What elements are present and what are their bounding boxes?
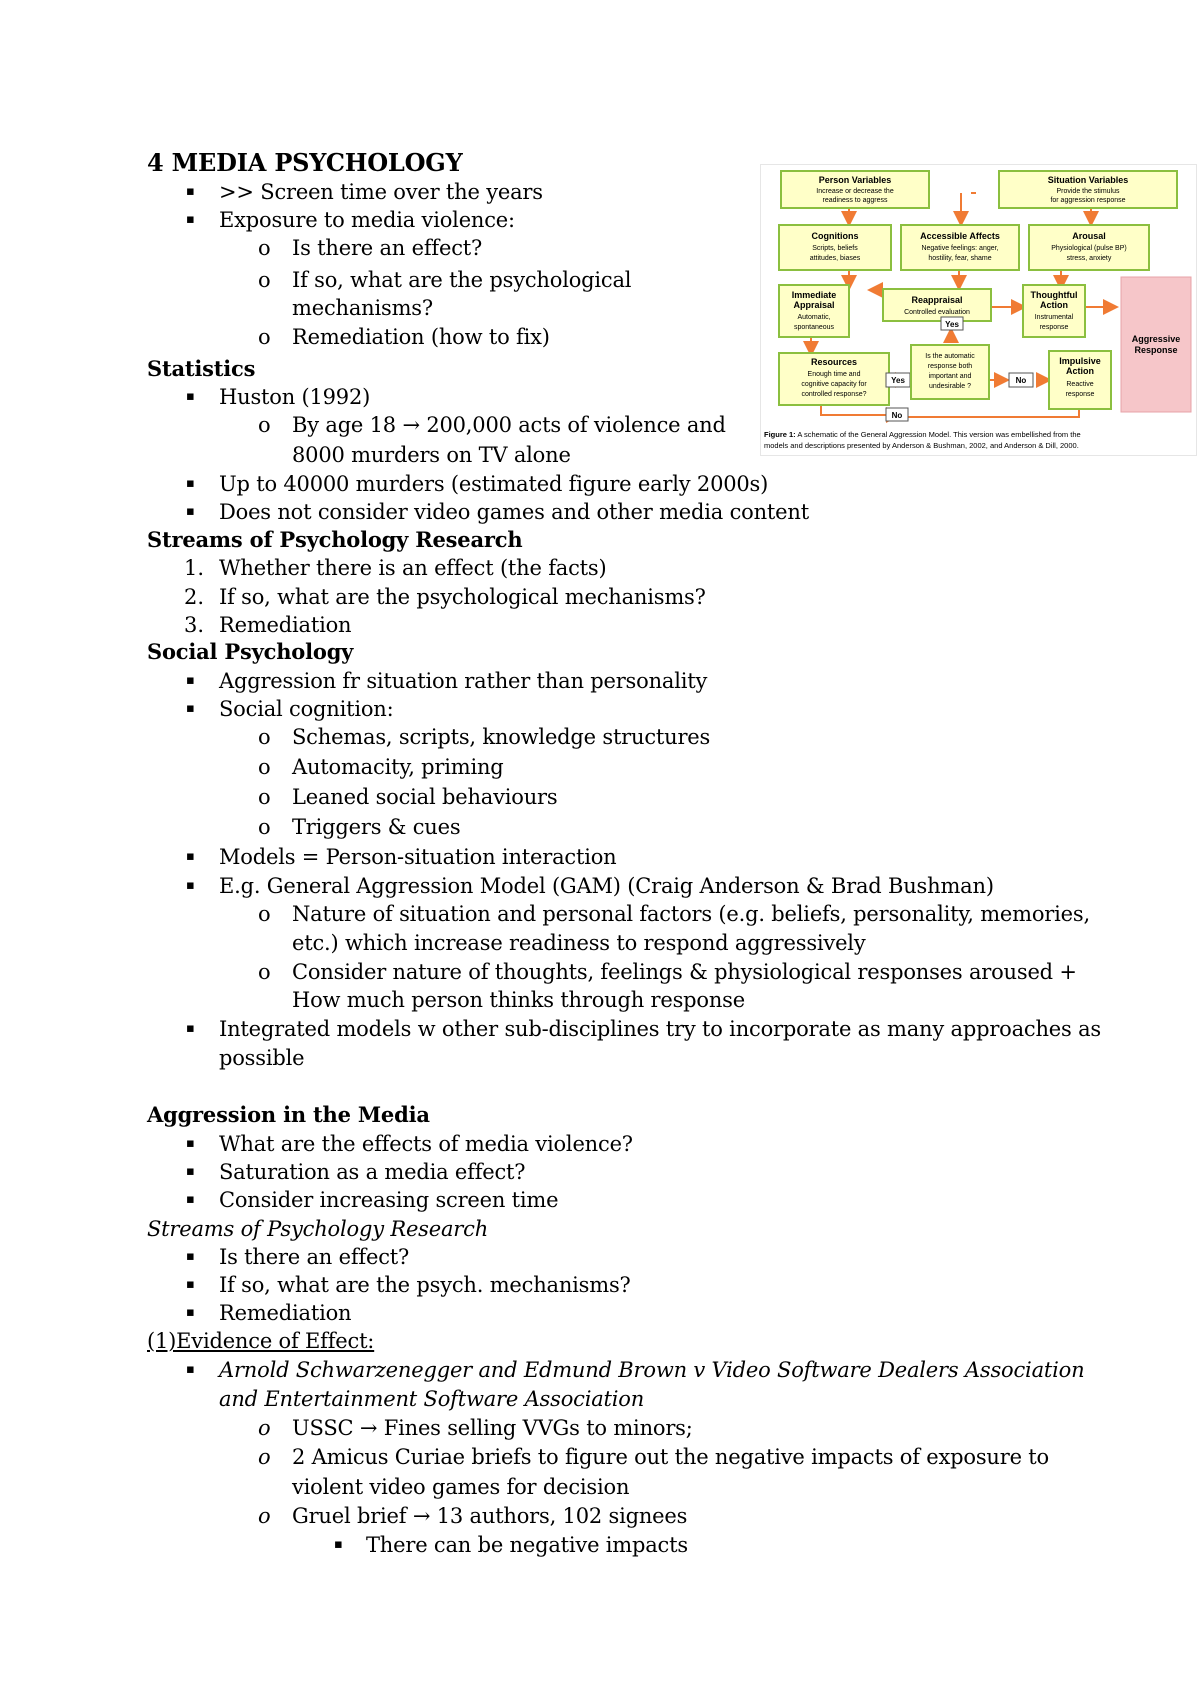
box-body: Physiological (pulse BP) bbox=[1051, 245, 1127, 252]
numbered-item: Remediation bbox=[219, 613, 352, 637]
sub-bullet-item: Leaned social behaviours bbox=[292, 785, 558, 809]
gam-figure bbox=[760, 164, 1197, 456]
bullet-item: If so, what are the psych. mechanisms? bbox=[219, 1273, 631, 1297]
sub-bullet-marker: o bbox=[258, 1445, 271, 1469]
aggressive-response-box bbox=[1121, 277, 1191, 412]
box-body: cognitive capacity for bbox=[801, 381, 867, 388]
sub-bullet-marker: o bbox=[258, 960, 271, 984]
box-body: response bbox=[1039, 324, 1069, 331]
immediate-appraisal-box bbox=[779, 285, 849, 337]
sub-bullet-item bbox=[292, 411, 726, 439]
bullet-marker: ▪ bbox=[186, 1021, 195, 1036]
bullet-item: Models = Person-situation interaction bbox=[219, 845, 617, 869]
sub-bullet-marker: o bbox=[258, 1416, 271, 1440]
sub-bullet-marker: o bbox=[258, 1504, 271, 1528]
sub-bullet-item: 2 Amicus Curiae briefs to figure out the negative impacts of exposure to bbox=[292, 1445, 1049, 1469]
situation-variables-box bbox=[999, 171, 1177, 208]
sub-bullet-continuation: 8000 murders on TV alone bbox=[292, 443, 571, 467]
bullet-marker: ▪ bbox=[186, 701, 195, 716]
numbered-item: If so, what are the psychological mechanisms? bbox=[219, 585, 706, 609]
bullet-item: Huston (1992) bbox=[219, 385, 371, 409]
sub-bullet-marker: o bbox=[258, 785, 271, 809]
box-title: Situation Variables bbox=[1047, 175, 1129, 185]
box-title: Immediate bbox=[791, 290, 837, 300]
bullet-marker: ▪ bbox=[186, 878, 195, 893]
bullet-marker: ▪ bbox=[186, 1164, 195, 1179]
arousal-box bbox=[1029, 225, 1149, 270]
sub-bullet-item bbox=[292, 1414, 693, 1442]
bullet-marker: ▪ bbox=[186, 1136, 195, 1151]
box-body: Increase or decrease the bbox=[816, 188, 894, 195]
box-body: Scripts, beliefs bbox=[812, 245, 858, 252]
box-title: Cognitions bbox=[811, 231, 859, 241]
text-segment: 200,000 acts of violence and bbox=[419, 413, 726, 437]
sub-bullet-marker: o bbox=[258, 815, 271, 839]
bullet-item: >> Screen time over the years bbox=[219, 180, 543, 204]
case-title: Arnold Schwarzenegger and Edmund Brown v Video Software Dealers Association bbox=[219, 1358, 1085, 1382]
list-number: 1. bbox=[184, 556, 205, 580]
box-title: Arousal bbox=[1072, 231, 1106, 241]
case-title-continuation: and Entertainment Software Association bbox=[219, 1387, 645, 1411]
sub-bullet-item: Nature of situation and personal factors (e.g. beliefs, personality, memories, bbox=[292, 902, 1090, 926]
bullet-item: Consider increasing screen time bbox=[219, 1188, 559, 1212]
sub-bullet-marker: o bbox=[258, 755, 271, 779]
sub-bullet-marker: o bbox=[258, 902, 271, 926]
resources-box bbox=[779, 353, 889, 405]
box-body: readiness to aggress bbox=[822, 197, 888, 204]
reappraisal-box bbox=[883, 289, 991, 321]
sub-bullet-item: If so, what are the psychological bbox=[292, 268, 632, 292]
sub-bullet-item: Is there an effect? bbox=[292, 236, 483, 260]
sub-bullet-continuation: How much person thinks through response bbox=[292, 988, 745, 1012]
person-variables-box bbox=[781, 171, 929, 208]
list-number: 2. bbox=[184, 585, 205, 609]
question-box bbox=[911, 345, 989, 399]
text-segment: 13 authors, 102 signees bbox=[430, 1504, 688, 1528]
box-body: response bbox=[1065, 391, 1095, 398]
sub-sub-bullet-item: There can be negative impacts bbox=[366, 1533, 688, 1557]
sub-bullet-marker: o bbox=[258, 268, 271, 292]
box-body: undesirable ? bbox=[928, 383, 972, 390]
box-title: Resources bbox=[810, 357, 858, 367]
page-title: 4 MEDIA PSYCHOLOGY bbox=[147, 148, 463, 177]
yes-label-top bbox=[941, 317, 963, 330]
bullet-item: Aggression fr situation rather than personality bbox=[219, 669, 708, 693]
thoughtful-action-box bbox=[1023, 285, 1085, 337]
bullet-marker: ▪ bbox=[186, 1249, 195, 1264]
box-title: Impulsive bbox=[1059, 356, 1101, 366]
bullet-marker: ▪ bbox=[186, 504, 195, 519]
bullet-item: Integrated models w other sub-disciplines try to incorporate as many approaches as bbox=[219, 1017, 1101, 1041]
no-label-bottom bbox=[886, 408, 908, 421]
text-segment: By age 18 bbox=[292, 413, 403, 437]
box-body: important and bbox=[928, 373, 972, 380]
sub-bullet-continuation: violent video games for decision bbox=[292, 1475, 630, 1499]
bullet-marker: ▪ bbox=[186, 212, 195, 227]
figure-caption bbox=[764, 430, 1081, 439]
box-body: Reactive bbox=[1066, 381, 1094, 388]
bullet-item: E.g. General Aggression Model (GAM) (Craig Anderson & Brad Bushman) bbox=[219, 874, 994, 898]
box-body: Provide the stimulus bbox=[1056, 188, 1120, 195]
box-title: Aggressive bbox=[1131, 334, 1181, 344]
box-body: stress, anxiety bbox=[1066, 255, 1112, 262]
arrow-icon: → bbox=[412, 1504, 431, 1528]
box-title: Accessible Affects bbox=[920, 231, 1000, 241]
bullet-item: Social cognition: bbox=[219, 697, 394, 721]
figure-caption-line2: models and descriptions presented by Anderson & Bushman, 2002, and Anderson & Dill, 2000. bbox=[764, 441, 1079, 450]
text-segment: Fines selling VVGs to minors; bbox=[377, 1416, 693, 1440]
subheading-streams: Streams of Psychology Research bbox=[147, 1217, 489, 1241]
subheading-evidence: (1)Evidence of Effect: bbox=[147, 1329, 375, 1353]
yes-label-middle bbox=[886, 373, 910, 387]
box-title: Appraisal bbox=[793, 300, 835, 310]
cognitions-box bbox=[779, 225, 891, 270]
box-title: Person Variables bbox=[818, 175, 892, 185]
bullet-item: What are the effects of media violence? bbox=[219, 1132, 633, 1156]
sub-bullet-item: Schemas, scripts, knowledge structures bbox=[292, 725, 711, 749]
numbered-item: Whether there is an effect (the facts) bbox=[219, 556, 607, 580]
bullet-marker: ▪ bbox=[186, 389, 195, 404]
bullet-marker: ▪ bbox=[186, 1305, 195, 1320]
bullet-item: Does not consider video games and other media content bbox=[219, 500, 809, 524]
no-label-middle bbox=[1009, 373, 1033, 387]
bullet-item: Up to 40000 murders (estimated figure early 2000s) bbox=[219, 472, 769, 496]
box-body: controlled response? bbox=[801, 391, 867, 398]
arrow-icon: → bbox=[402, 413, 420, 437]
gam-diagram bbox=[761, 165, 1196, 455]
section-heading-statistics: Statistics bbox=[147, 356, 256, 381]
arrow-icon: → bbox=[359, 1416, 378, 1440]
bullet-marker: ▪ bbox=[186, 673, 195, 688]
section-heading-social: Social Psychology bbox=[147, 639, 354, 664]
box-body: spontaneous bbox=[793, 324, 835, 331]
sub-bullet-item: Remediation (how to fix) bbox=[292, 325, 550, 349]
section-heading-streams: Streams of Psychology Research bbox=[147, 527, 523, 552]
bullet-item: Exposure to media violence: bbox=[219, 208, 515, 232]
box-body: Negative feelings: anger, bbox=[921, 245, 999, 252]
caption-text: A schematic of the General Aggression Model. This version was embellished from the bbox=[795, 430, 1081, 439]
bullet-marker: ▪ bbox=[186, 1362, 195, 1377]
sub-bullet-marker: o bbox=[258, 325, 271, 349]
svg-text:Yes: Yes bbox=[891, 376, 905, 385]
box-body: hostility, fear, shame bbox=[928, 255, 992, 262]
text-segment: Gruel brief bbox=[292, 1504, 413, 1528]
accessible-affects-box bbox=[901, 225, 1019, 270]
list-number: 3. bbox=[184, 613, 205, 637]
box-body: Is the automatic bbox=[925, 353, 975, 360]
text-segment: USSC bbox=[292, 1416, 360, 1440]
box-title: Reappraisal bbox=[911, 295, 963, 305]
sub-bullet-marker: o bbox=[258, 413, 271, 437]
box-body: Instrumental bbox=[1034, 314, 1074, 321]
box-body: response both bbox=[927, 363, 973, 370]
sub-bullet-continuation: mechanisms? bbox=[292, 296, 433, 320]
box-body: Enough time and bbox=[807, 371, 861, 378]
bullet-marker: ▪ bbox=[186, 184, 195, 199]
bullet-item: Saturation as a media effect? bbox=[219, 1160, 526, 1184]
box-body: Controlled evaluation bbox=[904, 309, 970, 316]
sub-bullet-item: Automacity, priming bbox=[292, 755, 504, 779]
box-title: Action bbox=[1066, 366, 1094, 376]
box-body: Automatic, bbox=[797, 314, 831, 321]
sub-bullet-marker: o bbox=[258, 236, 271, 260]
section-heading-aggression: Aggression in the Media bbox=[147, 1102, 430, 1127]
bullet-marker: ▪ bbox=[186, 1277, 195, 1292]
bullet-continuation: possible bbox=[219, 1046, 305, 1070]
sub-sub-bullet-marker: ▪ bbox=[334, 1537, 343, 1552]
bullet-marker: ▪ bbox=[186, 1192, 195, 1207]
sub-bullet-continuation: etc.) which increase readiness to respond aggressively bbox=[292, 931, 866, 955]
bullet-marker: ▪ bbox=[186, 476, 195, 491]
sub-bullet-marker: o bbox=[258, 725, 271, 749]
box-title: Action bbox=[1040, 300, 1068, 310]
caption-label: Figure 1: bbox=[764, 430, 796, 439]
impulsive-action-box bbox=[1049, 351, 1111, 409]
svg-text:No: No bbox=[891, 411, 903, 420]
bullet-item: Is there an effect? bbox=[219, 1245, 410, 1269]
sub-bullet-item: Consider nature of thoughts, feelings & physiological responses aroused + bbox=[292, 960, 1077, 984]
svg-text:Yes: Yes bbox=[945, 320, 959, 329]
box-title: Response bbox=[1134, 345, 1178, 355]
sub-bullet-item: Triggers & cues bbox=[292, 815, 461, 839]
bullet-marker: ▪ bbox=[186, 849, 195, 864]
bullet-item: Remediation bbox=[219, 1301, 352, 1325]
box-body: for aggression response bbox=[1050, 197, 1126, 204]
svg-text:No: No bbox=[1015, 376, 1027, 385]
box-body: attitudes, biases bbox=[809, 255, 861, 262]
sub-bullet-item bbox=[292, 1502, 687, 1530]
box-title: Thoughtful bbox=[1030, 290, 1078, 300]
